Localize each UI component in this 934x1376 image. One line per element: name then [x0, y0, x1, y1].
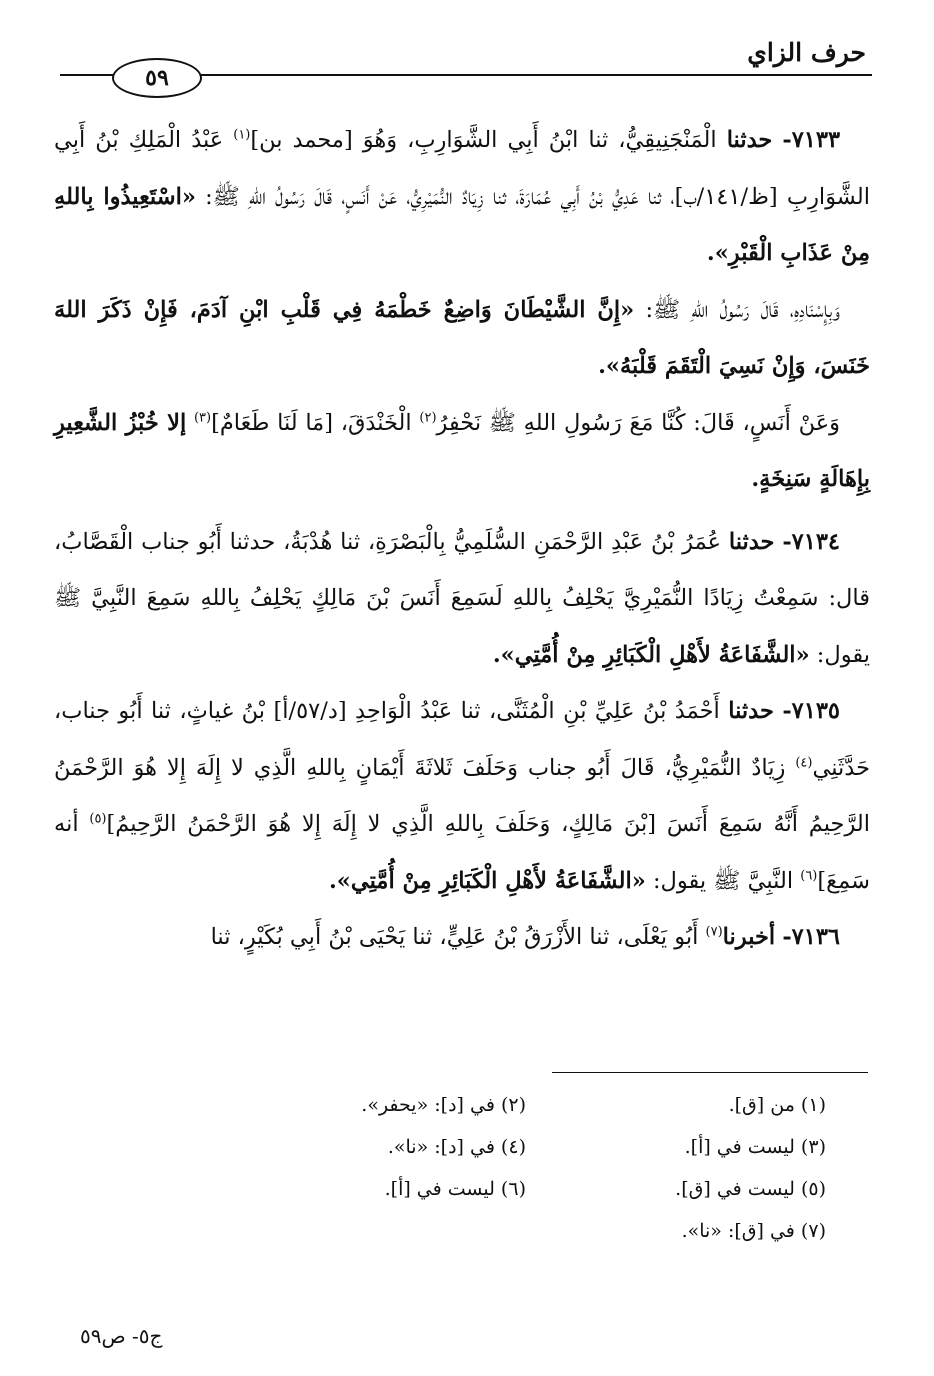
isnad-text: أَبُو يَعْلَى، ثنا الأَزْرَقُ بْنُ عَلِيٍّ، ثنا يَحْيَى بْنُ أَبِي بُكَيْرٍ، ثنا	[210, 924, 699, 950]
footnote: (٢) في [د]: «يحفر».	[361, 1094, 526, 1116]
isnad-text: أنه سَمِعَ]	[54, 811, 870, 894]
narration-verb: حدثنا	[728, 528, 775, 555]
footnote-marker: (٧)	[705, 924, 723, 940]
footnote-separator	[552, 1072, 868, 1073]
footnote-row	[226, 1210, 826, 1252]
footnote-marker: (١)	[233, 127, 251, 143]
isnad-text: زِيَادٌ النُّمَيْرِيُّ، قَالَ أَبُو جناب وَحَلَفَ ثَلاثَةَ أَيْمَانٍ بِاللهِ الَّذِي لا إِلَهَ إِلا هُوَ الرَّحْمَنُ الرَّحِيمُ أَنَّهُ سَمِعَ أَنَسَ [بْنَ مَالِكٍ، وَحَلَفَ بِاللهِ الَّذِي لا إِلَهَ إِلا هُوَ الرَّحْمَنُ الرَّحِيمُ]	[54, 754, 870, 837]
footnote-marker: (٢)	[419, 410, 437, 425]
footnote-marker: (٤)	[795, 755, 813, 770]
hadith-matn: «الشَّفَاعَةُ لأَهْلِ الْكَبَائِرِ مِنْ أُمَّتِي».	[328, 867, 646, 894]
hadith-7135	[54, 683, 870, 909]
footnote: (٣) ليست في [أ].	[684, 1136, 826, 1158]
isnad-text: عُمَرُ بْنُ عَبْدِ الرَّحْمَنِ السُّلَمِيُّ بِالْبَصْرَةِ، ثنا هُدْبَةُ، حدثنا أَبُو جناب الْقَصَّابُ، قال: سَمِعْتُ زِيَادًا النُّمَيْرِيَّ يَحْلِفُ بِاللهِ لَسَمِعَ أَنَسَ بْنَ مَالِكٍ يَحْلِفُ بِاللهِ سَمِعَ النَّبِيَّ ﷺ يقول:	[54, 528, 870, 668]
footnote-row	[226, 1084, 826, 1126]
hadith-7133	[54, 112, 870, 282]
isnad-text: الْخَنْدَقَ، [مَا لَنَا طَعَامٌ]	[211, 409, 412, 436]
hadith-7136	[54, 909, 870, 966]
hadith-matn: «اسْتَعِيذُوا بِاللهِ مِنْ عَذَابِ الْقَبْرِ».	[54, 183, 870, 266]
narration-verb: حدثنا	[726, 127, 773, 153]
hadith-number: ٧١٣٦-	[782, 924, 840, 950]
narration-verb: أخبرنا	[722, 924, 776, 950]
isnad-text: النَّبِيَّ ﷺ يقول:	[652, 867, 794, 894]
footnote-row	[226, 1168, 826, 1210]
footnote: (٥) ليست في [ق].	[675, 1178, 826, 1200]
volume-page-reference: ج٥- ص٥٩	[80, 1324, 163, 1348]
hadith-number: ٧١٣٤-	[782, 528, 840, 555]
isnad-text: وَعَنْ أَنَسٍ، قَالَ: كُنَّا مَعَ رَسُولِ اللهِ ﷺ نَحْفِرُ	[436, 409, 841, 436]
isnad-text: أَحْمَدُ بْنُ عَلِيِّ بْنِ الْمُثَنَّى، ثنا عَبْدُ الْوَاحِدِ [د/٥٧/أ] بْنُ غياثٍ، ثنا أَبُو جناب، حَدَّثَنِي	[54, 698, 870, 781]
hadith-number: ٧١٣٥-	[782, 698, 840, 724]
footnote: (١) من [ق].	[728, 1094, 826, 1116]
footnote: (٤) في [د]: «نا».	[387, 1136, 526, 1158]
chapter-title: حرف الزاي	[747, 38, 866, 67]
hadith-number: ٧١٣٣-	[782, 127, 841, 153]
hadith-matn: «الشَّفَاعَةُ لأَهْلِ الْكَبَائِرِ مِنْ أُمَّتِي».	[492, 641, 810, 668]
hadith-anas-paragraph	[54, 395, 870, 508]
hadith-matn: إلا خُبْزُ الشَّعِيرِ بِإِهَالَةٍ سَنِخَةٍ.	[54, 409, 870, 492]
footnotes	[226, 1084, 826, 1252]
footnote-row	[226, 1126, 826, 1168]
isnad-text: وَبِإِسْنَادِهِ، قَالَ رَسُولُ اللهِ ﷺ:	[645, 296, 840, 323]
hadith-matn: «إِنَّ الشَّيْطَانَ وَاضِعٌ خَطْمَهُ فِي قَلْبِ ابْنِ آدَمَ، فَإِنْ ذَكَرَ اللهَ خَنَسَ، وَإِنْ نَسِيَ الْتَقَمَ قَلْبَهُ».	[54, 296, 870, 379]
hadith-7134	[54, 514, 870, 684]
narration-verb: حدثنا	[728, 698, 774, 724]
footnote-marker: (٣)	[193, 410, 212, 425]
footnote: (٦) ليست في [أ].	[384, 1178, 526, 1200]
isnad-text: عَبْدُ الْمَلِكِ بْنُ أَبِي الشَّوَارِبِ [ظ/١٤١/ب]، ثنا عَدِيُّ بْنُ أَبِي عُمَارَةَ، ثنا زِيَادٌ النُّمَيْرِيُّ، عَنْ أَنَسٍ، قَالَ رَسُولُ اللهِ ﷺ:	[54, 127, 870, 210]
hadith-isnad-paragraph	[54, 282, 870, 395]
footnote: (٧) في [ق]: «نا».	[681, 1220, 826, 1242]
footnote-marker: (٥)	[89, 811, 107, 827]
footnote-marker: (٦)	[800, 868, 818, 883]
main-text	[54, 112, 870, 966]
isnad-text: الْمَنْجَنِيقِيُّ، ثنا ابْنُ أَبِي الشَّوَارِبِ، وَهُوَ [محمد بن]	[250, 127, 717, 153]
page-number: ٥٩	[112, 58, 202, 98]
